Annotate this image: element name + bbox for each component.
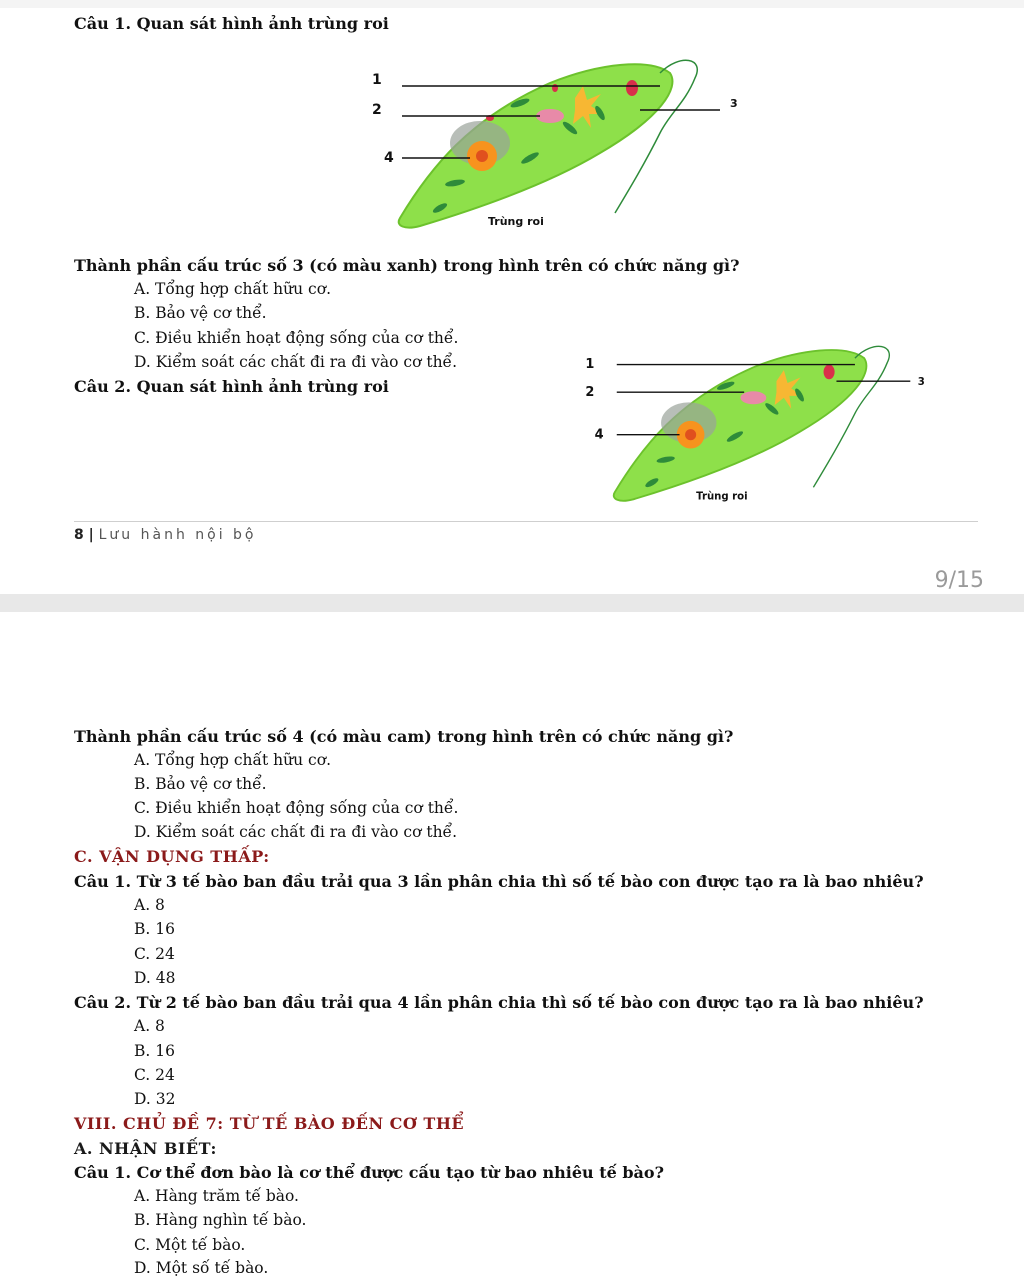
figure-label-3: 3	[730, 97, 738, 110]
page-indicator: 9/15	[934, 568, 984, 593]
q2-option-b: B. Bảo vệ cơ thể.	[134, 775, 267, 793]
q2-option-d: D. Kiểm soát các chất đi ra đi vào cơ thể.	[134, 823, 458, 841]
euglena-cell	[399, 64, 673, 227]
page-separator	[0, 594, 1024, 612]
q1-option-b: B. Bảo vệ cơ thể.	[134, 304, 267, 322]
section-viii-heading: VIII. CHỦ ĐỀ 7: TỪ TẾ BÀO ĐẾN CƠ THỂ	[74, 1114, 465, 1133]
figure-caption: Trùng roi	[696, 491, 748, 503]
figure-caption: Trùng roi	[488, 215, 544, 228]
euglena-figure-1	[360, 58, 750, 233]
footer-separator: |	[83, 527, 99, 543]
q1-option-d: D. Kiểm soát các chất đi ra đi vào cơ thể.	[134, 353, 458, 371]
page-footer	[74, 527, 257, 543]
c-q2-option-a: A. 8	[134, 1017, 165, 1035]
c-q2-option-b: B. 16	[134, 1042, 175, 1060]
figure-label-4: 4	[594, 427, 604, 443]
section-a-heading: A. NHẬN BIẾT:	[74, 1139, 217, 1158]
q1-option-c: C. Điều khiển hoạt động sống của cơ thể.	[134, 329, 459, 347]
figure-label-4: 4	[384, 150, 394, 166]
figure-label-2: 2	[585, 384, 595, 400]
c-q2-option-c: C. 24	[134, 1066, 175, 1084]
figure-label-1: 1	[585, 357, 595, 373]
question-1-text: Thành phần cấu trúc số 3 (có màu xanh) trong hình trên có chức năng gì?	[74, 256, 740, 275]
q2-option-a: A. Tổng hợp chất hữu cơ.	[134, 751, 331, 769]
c-question-2: Câu 2. Từ 2 tế bào ban đầu trải qua 4 lần phân chia thì số tế bào con được tạo ra là bao nhiêu?	[74, 993, 924, 1012]
figure-label-2: 2	[372, 102, 382, 118]
euglena-cell	[614, 350, 867, 501]
q1-option-a: A. Tổng hợp chất hữu cơ.	[134, 280, 331, 298]
a-q1-option-b: B. Hàng nghìn tế bào.	[134, 1211, 307, 1229]
question-2-title: Câu 2. Quan sát hình ảnh trùng roi	[74, 377, 389, 396]
a-q1-option-d: D. Một số tế bào.	[134, 1259, 269, 1277]
viewer-top-edge	[0, 0, 1024, 8]
q2-option-c: C. Điều khiển hoạt động sống của cơ thể.	[134, 799, 459, 817]
footer-page-number: 8	[74, 527, 84, 543]
footer-text: Lưu hành nội bộ	[98, 527, 257, 543]
a-q1-option-a: A. Hàng trăm tế bào.	[134, 1187, 299, 1205]
figure-label-3: 3	[917, 376, 925, 388]
c-q1-option-d: D. 48	[134, 969, 176, 987]
section-c-heading: C. VẬN DỤNG THẤP:	[74, 847, 270, 866]
footer-divider	[74, 521, 978, 522]
c-q1-option-a: A. 8	[134, 896, 165, 914]
question-1-title: Câu 1. Quan sát hình ảnh trùng roi	[74, 14, 389, 33]
a-question-1: Câu 1. Cơ thể đơn bào là cơ thể được cấu tạo từ bao nhiêu tế bào?	[74, 1163, 664, 1182]
c-q2-option-d: D. 32	[134, 1090, 176, 1108]
figure-label-1: 1	[372, 72, 382, 88]
euglena-figure-2	[578, 340, 938, 510]
question-2-text: Thành phần cấu trúc số 4 (có màu cam) trong hình trên có chức năng gì?	[74, 727, 734, 746]
c-q1-option-c: C. 24	[134, 945, 175, 963]
c-question-1: Câu 1. Từ 3 tế bào ban đầu trải qua 3 lần phân chia thì số tế bào con được tạo ra là bao nhiêu?	[74, 872, 924, 891]
c-q1-option-b: B. 16	[134, 920, 175, 938]
a-q1-option-c: C. Một tế bào.	[134, 1236, 246, 1254]
